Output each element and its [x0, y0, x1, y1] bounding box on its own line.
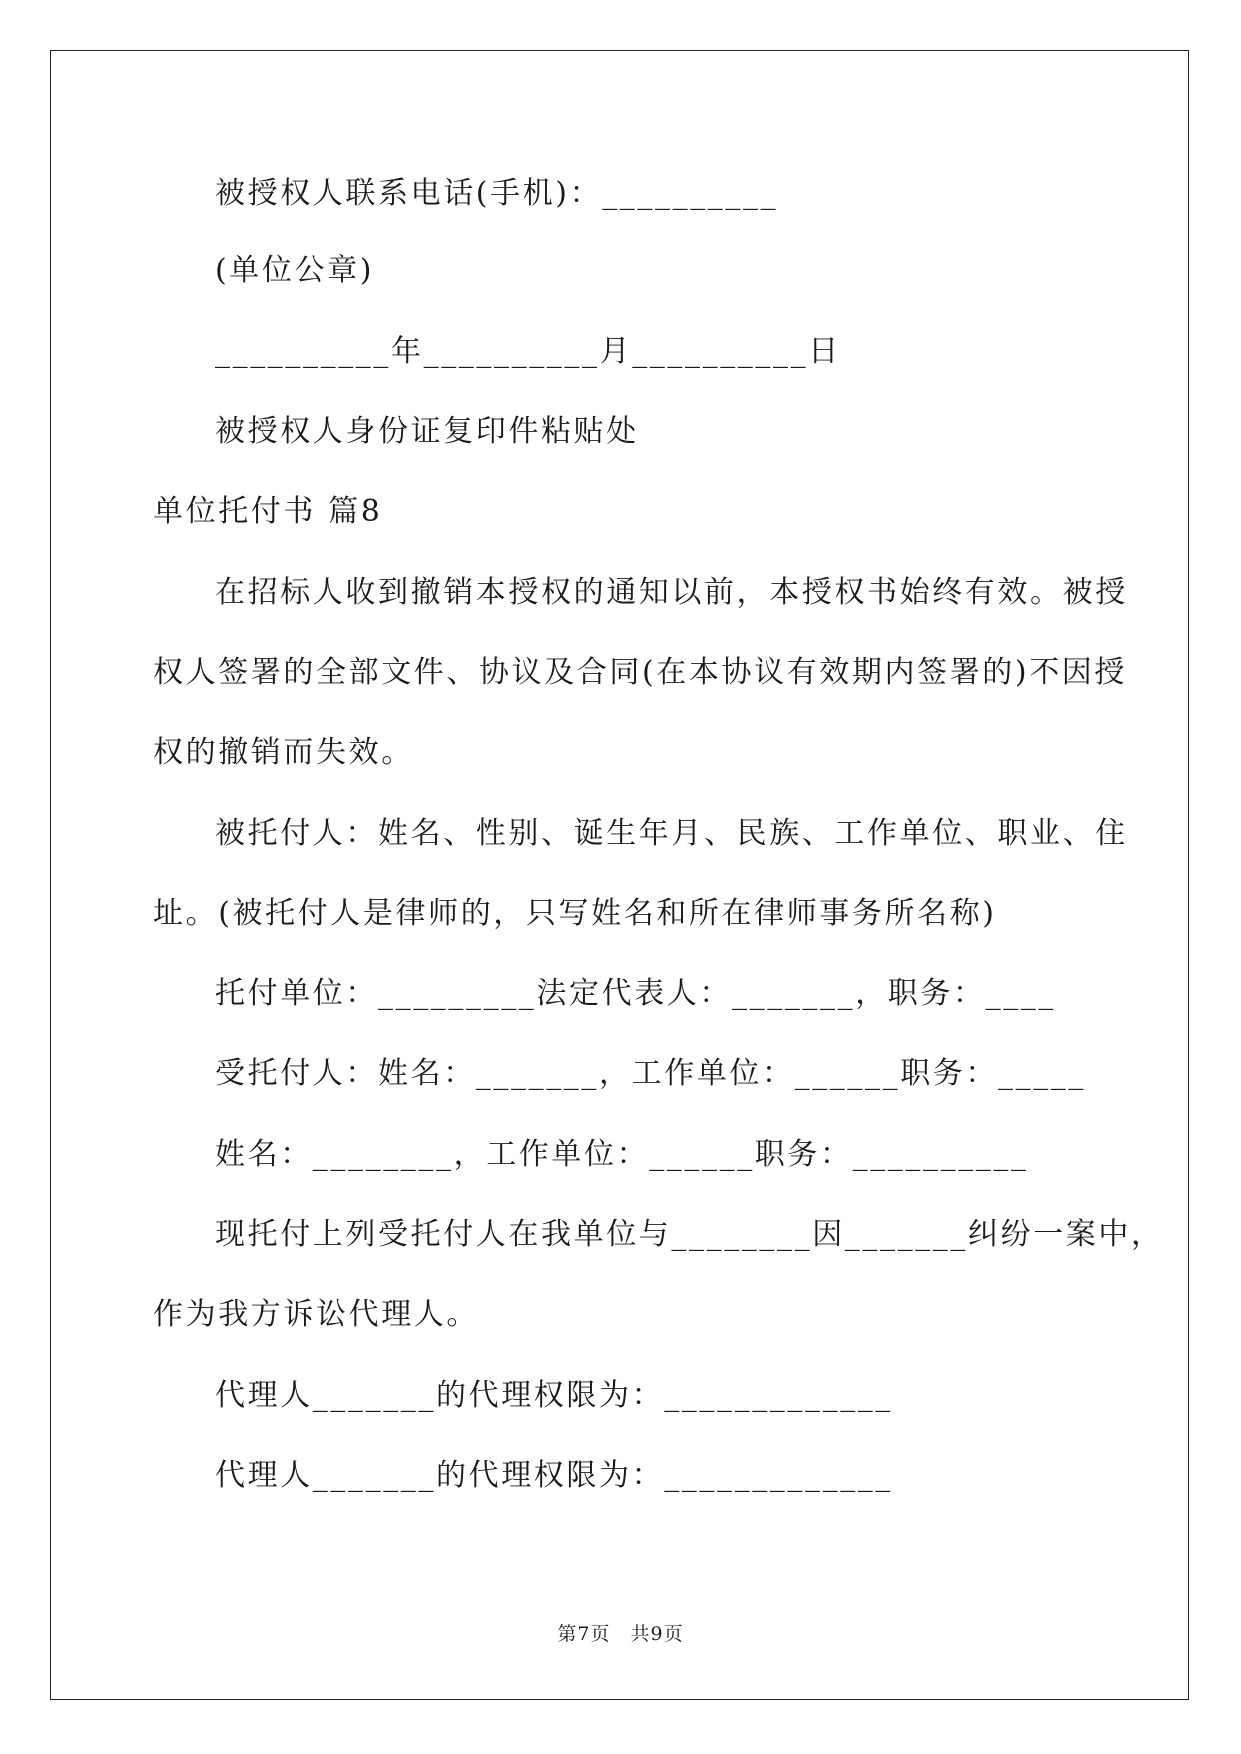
- paragraph-line: 在招标人收到撤销本授权的通知以前，本授权书始终有效。被授: [215, 575, 1128, 610]
- name-line: 姓名：________，工作单位：______职务：__________: [215, 1137, 1029, 1172]
- page-border: [50, 50, 1189, 1700]
- paragraph-line: 作为我方诉讼代理人。: [153, 1297, 479, 1332]
- date-line: __________年__________月__________日: [215, 334, 841, 369]
- paragraph-line: 权的撤销而失效。: [153, 735, 414, 770]
- section-heading: 单位托付书 篇8: [153, 494, 383, 529]
- id-copy-paste-line: 被授权人身份证复印件粘贴处: [215, 414, 639, 449]
- paragraph-line: 现托付上列受托付人在我单位与________因_______纠纷一案中，: [215, 1217, 1164, 1252]
- paragraph-line: 址。(被托付人是律师的，只写姓名和所在律师事务所名称): [153, 896, 997, 931]
- agent-authority-line: 代理人_______的代理权限为：_____________: [215, 1378, 893, 1413]
- page-number: 第7页 共9页: [557, 1623, 684, 1645]
- entrusted-person-line: 受托付人：姓名：_______，工作单位：______职务：_____: [215, 1056, 1086, 1091]
- agent-authority-line: 代理人_______的代理权限为：_____________: [215, 1458, 893, 1493]
- authorized-person-phone-line: 被授权人联系电话(手机)：__________: [215, 176, 779, 211]
- entrusting-unit-line: 托付单位：_________法定代表人：_______，职务：____: [215, 976, 1056, 1011]
- company-seal-line: (单位公章): [215, 253, 375, 288]
- paragraph-line: 被托付人：姓名、性别、诞生年月、民族、工作单位、职业、住: [215, 816, 1128, 851]
- paragraph-line: 权人签署的全部文件、协议及合同(在本协议有效期内签署的)不因授: [153, 655, 1128, 690]
